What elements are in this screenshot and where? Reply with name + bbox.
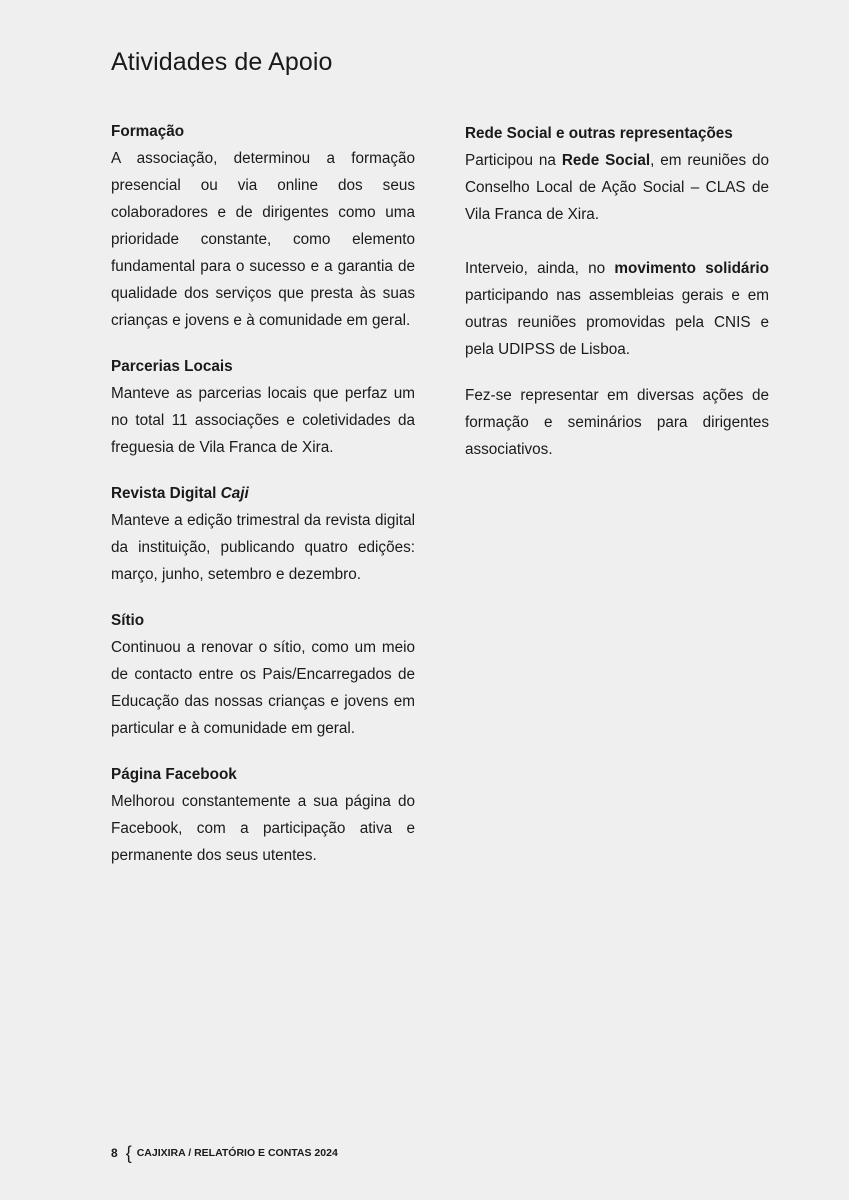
page-number: 8 xyxy=(111,1146,118,1160)
section-heading-rede-social: Rede Social e outras representações xyxy=(465,125,733,142)
paragraph-rede-social xyxy=(465,147,769,228)
text: , em reuniões do Conselho Local de Ação Social – CLAS de Vila Franca de Xira. xyxy=(465,152,770,223)
section-revista-digital xyxy=(111,480,415,588)
section-body: Melhorou constantemente a sua página do Facebook, com a participação ativa e permanente dos seus utentes. xyxy=(111,793,415,864)
text: Participou na xyxy=(465,152,562,169)
left-column xyxy=(111,118,415,888)
paragraph-movimento-solidario xyxy=(465,255,769,363)
heading-italic-text: Caji xyxy=(220,485,249,502)
footer-brace: { xyxy=(125,1143,132,1163)
footer-text: CAJIXIRA / RELATÓRIO E CONTAS 2024 xyxy=(136,1147,338,1159)
bold-text: movimento solidário xyxy=(614,260,769,277)
page-title: Atividades de Apoio xyxy=(111,48,333,76)
text: Interveio, ainda, no xyxy=(465,260,615,277)
section-heading xyxy=(111,480,415,507)
section-heading: Página Facebook xyxy=(111,766,237,783)
section-formacao xyxy=(111,118,415,334)
section-body: A associação, determinou a formação presencial ou via online dos seus colaboradores e de dirigentes como uma prioridade constante, como elemento fundamental para o sucesso e a garantia de qualidade dos serviços que presta às suas crianças e jovens e à comunidade em geral. xyxy=(111,150,415,329)
section-sitio xyxy=(111,607,415,742)
section-heading: Sítio xyxy=(111,612,145,629)
section-body: Manteve a edição trimestral da revista digital da instituição, publicando quatro edições: março, junho, setembro e dezembro. xyxy=(111,512,415,583)
section-body: Continuou a renovar o sítio, como um meio de contacto entre os Pais/Encarregados de Educação das nossas crianças e jovens em particular e à comunidade em geral. xyxy=(111,639,415,737)
heading-text: Revista Digital xyxy=(111,485,221,502)
right-column xyxy=(465,120,769,463)
bold-text: Rede Social xyxy=(561,152,651,169)
page-footer xyxy=(111,1144,338,1162)
text: participando nas assembleias gerais e em outras reuniões promovidas pela CNIS e pela UDIPSS de Lisboa. xyxy=(465,287,769,358)
section-heading: Parcerias Locais xyxy=(111,358,233,375)
paragraph-representacoes: Fez-se representar em diversas ações de formação e seminários para dirigentes associativos. xyxy=(465,387,769,458)
section-body: Manteve as parcerias locais que perfaz um no total 11 associações e coletividades da freguesia de Vila Franca de Xira. xyxy=(111,385,415,456)
section-parcerias-locais xyxy=(111,353,415,461)
section-pagina-facebook xyxy=(111,761,415,869)
section-heading: Formação xyxy=(111,123,185,140)
